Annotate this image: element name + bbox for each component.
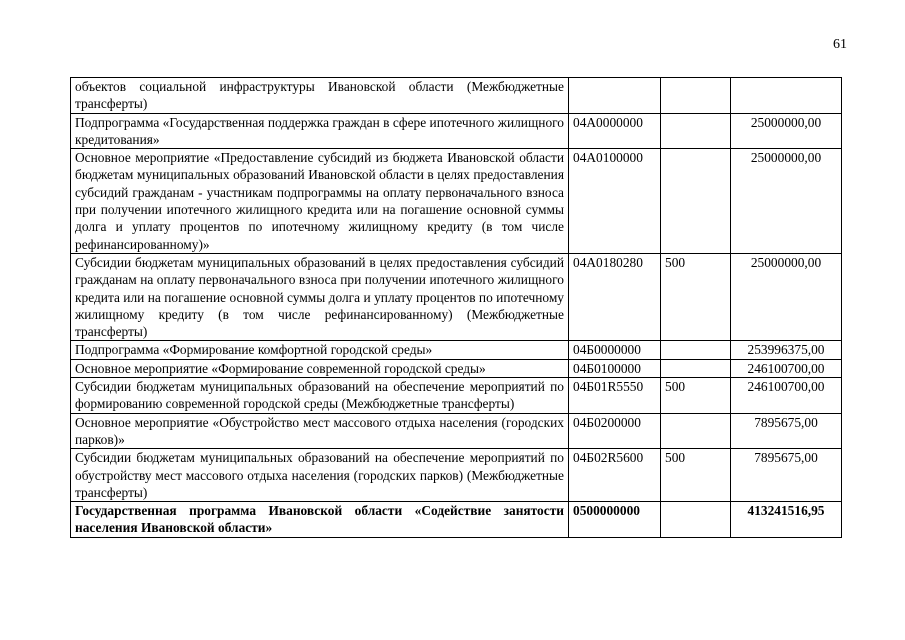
amount-cell: 7895675,00: [731, 449, 842, 502]
target-code-cell: 04Б0100000: [569, 359, 661, 377]
table-row: [71, 449, 842, 502]
expense-type-cell: [661, 113, 731, 149]
expense-type-cell: [661, 149, 731, 254]
amount-cell: 246100700,00: [731, 378, 842, 414]
table-row: [71, 359, 842, 377]
budget-table: [70, 77, 842, 538]
target-code-cell: 04А0100000: [569, 149, 661, 254]
amount-cell: 246100700,00: [731, 359, 842, 377]
target-code-cell: 04Б01R5550: [569, 378, 661, 414]
expense-type-cell: 500: [661, 378, 731, 414]
program-name-cell: Субсидии бюджетам муниципальных образований на обеспечение мероприятий по обустройству мест массового отдыха населения (городских парков) (Межбюджетные трансферты): [71, 449, 569, 502]
program-name-cell: Основное мероприятие «Обустройство мест массового отдыха населения (городских парков)»: [71, 413, 569, 449]
table-row: [71, 413, 842, 449]
expense-type-cell: 500: [661, 253, 731, 340]
target-code-cell: 04Б0200000: [569, 413, 661, 449]
table-row: [71, 341, 842, 359]
expense-type-cell: [661, 78, 731, 114]
target-code-cell: 0500000000: [569, 502, 661, 538]
expense-type-cell: [661, 341, 731, 359]
target-code-cell: 04Б0000000: [569, 341, 661, 359]
program-name-cell: Основное мероприятие «Формирование современной городской среды»: [71, 359, 569, 377]
program-name-cell: Субсидии бюджетам муниципальных образований на обеспечение мероприятий по формированию современной городской среды (Межбюджетные трансферты): [71, 378, 569, 414]
table-row: [71, 149, 842, 254]
program-name-cell: Подпрограмма «Государственная поддержка граждан в сфере ипотечного жилищного кредитования»: [71, 113, 569, 149]
expense-type-cell: 500: [661, 449, 731, 502]
expense-type-cell: [661, 413, 731, 449]
page-number: 61: [833, 37, 847, 52]
program-name-cell: объектов социальной инфраструктуры Ивановской области (Межбюджетные трансферты): [71, 78, 569, 114]
amount-cell: 25000000,00: [731, 253, 842, 340]
table-row: [71, 253, 842, 340]
amount-cell: 25000000,00: [731, 149, 842, 254]
table-row: [71, 113, 842, 149]
amount-cell: 413241516,95: [731, 502, 842, 538]
table-row: [71, 378, 842, 414]
table-row: [71, 502, 842, 538]
budget-table-body: [71, 78, 842, 538]
target-code-cell: 04А0180280: [569, 253, 661, 340]
amount-cell: 25000000,00: [731, 113, 842, 149]
target-code-cell: [569, 78, 661, 114]
amount-cell: 7895675,00: [731, 413, 842, 449]
target-code-cell: 04А0000000: [569, 113, 661, 149]
program-name-cell: Подпрограмма «Формирование комфортной городской среды»: [71, 341, 569, 359]
target-code-cell: 04Б02R5600: [569, 449, 661, 502]
program-name-cell: Государственная программа Ивановской области «Содействие занятости населения Ивановской области»: [71, 502, 569, 538]
expense-type-cell: [661, 359, 731, 377]
expense-type-cell: [661, 502, 731, 538]
program-name-cell: Основное мероприятие «Предоставление субсидий из бюджета Ивановской области бюджетам муниципальных образований Ивановской области в целях предоставления субсидий гражданам - участникам подпрограммы на оплату первоначального взноса при получении ипотечного жилищного кредита или на погашение основной суммы долга и уплату процентов по ипотечному жилищному кредиту (в том числе рефинансированному)»: [71, 149, 569, 254]
program-name-cell: Субсидии бюджетам муниципальных образований в целях предоставления субсидий гражданам на оплату первоначального взноса при получении ипотечного жилищного кредита или на погашение основной суммы долга и уплату процентов по ипотечному жилищному кредиту (в том числе рефинансированному) (Межбюджетные трансферты): [71, 253, 569, 340]
amount-cell: 253996375,00: [731, 341, 842, 359]
amount-cell: [731, 78, 842, 114]
table-row: [71, 78, 842, 114]
